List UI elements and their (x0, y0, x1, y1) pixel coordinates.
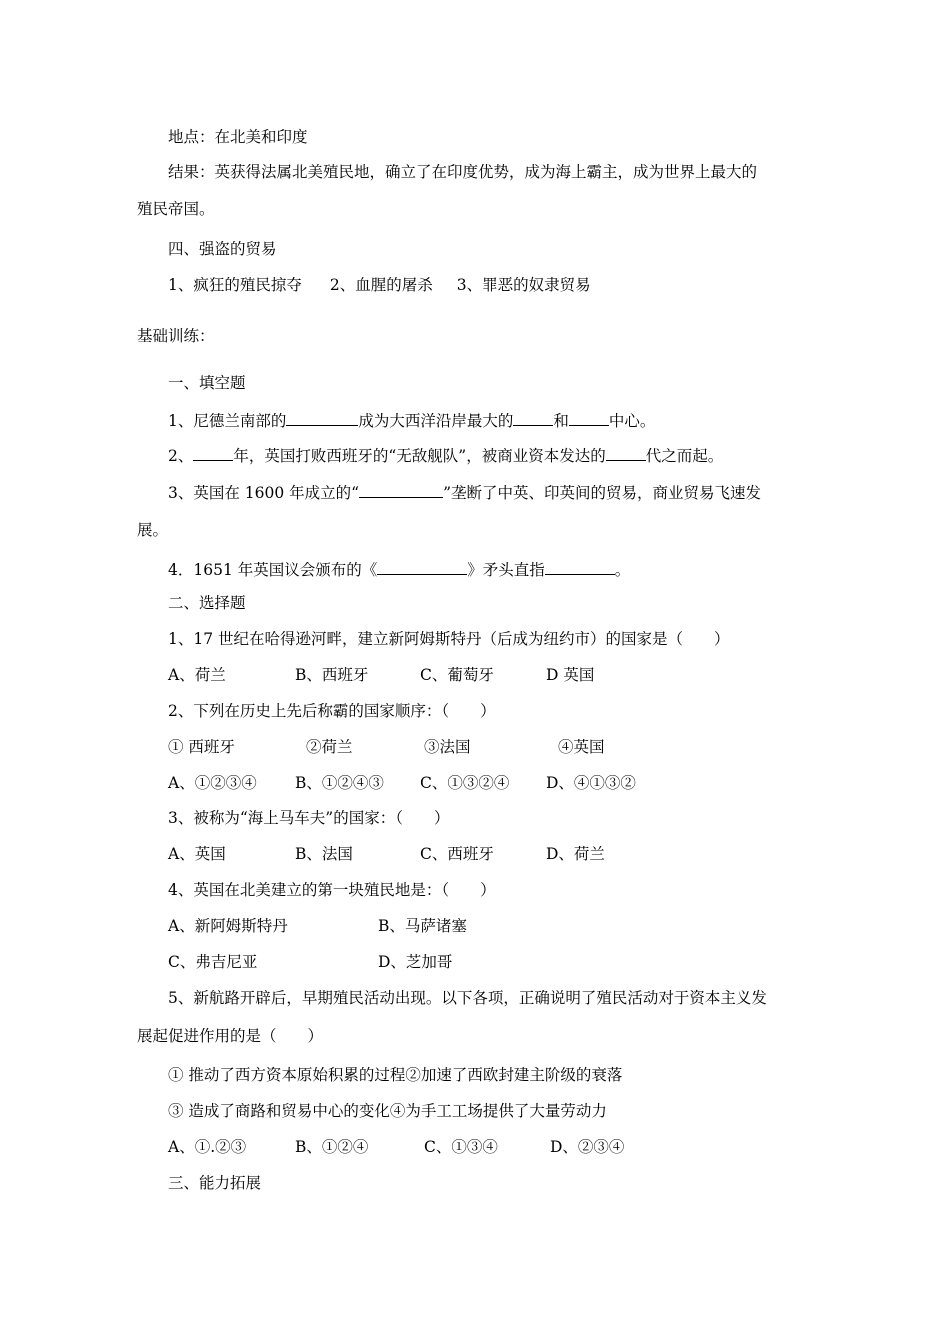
option-d: D、②③④ (550, 1138, 625, 1156)
choice-question-5: 5、新航路开辟后，早期殖民活动出现。以下各项，正确说明了殖民活动对于资本主义发 (168, 989, 767, 1007)
option-d: D、荷兰 (546, 845, 605, 863)
q1-text-a: 1、尼德兰南部的 (168, 412, 287, 430)
option-c: C、葡萄牙 (420, 666, 494, 684)
choice-question-4: 4、英国在北美建立的第一块殖民地是：（ ） (168, 881, 496, 899)
trade-item-3: 3、罪恶的奴隶贸易 (456, 276, 591, 294)
item-1: ① 西班牙 (168, 738, 235, 756)
option-a: A、新阿姆斯特丹 (168, 917, 288, 935)
q1-text-c: 和 (553, 412, 569, 430)
option-d: D 英国 (546, 666, 595, 684)
answer-blank (377, 557, 467, 575)
fill-blank-heading: 一、填空题 (168, 374, 246, 392)
q2-text-c: 代之而起。 (645, 447, 724, 465)
answer-blank (359, 480, 443, 498)
choice-item-line-2: ③ 造成了商路和贸易中心的变化④为手工工场提供了大量劳动力 (168, 1102, 607, 1120)
fill-question-2 (168, 443, 723, 467)
choice-question-3: 3、被称为“海上马车夫”的国家：（ ） (168, 809, 450, 827)
trade-item-2: 2、血腥的屠杀 (329, 276, 433, 294)
fill-question-1 (168, 408, 655, 432)
answer-blank (569, 408, 609, 426)
option-b: B、①②④③ (295, 774, 384, 792)
option-d: D、④①③② (546, 774, 636, 792)
q4-text-b: 》矛头直指 (467, 561, 545, 579)
option-c: C、①③②④ (420, 774, 510, 792)
option-a: A、英国 (168, 845, 226, 863)
choice-question-1: 1、17 世纪在哈得逊河畔，建立新阿姆斯特丹（后成为纽约市）的国家是（ ） (168, 630, 730, 648)
choice-question-5-continued: 展起促进作用的是（ ） (137, 1027, 324, 1045)
fill-question-3 (168, 480, 761, 504)
q3-text-a: 3、英国在 1600 年成立的“ (168, 484, 360, 502)
answer-blank (545, 557, 615, 575)
section-heading-ability: 三、能力拓展 (168, 1174, 262, 1192)
q1-text-b: 成为大西洋沿岸最大的 (358, 412, 514, 430)
choice-question-2: 2、下列在历史上先后称霸的国家顺序：（ ） (168, 702, 496, 720)
result-line-continued: 殖民帝国。 (137, 200, 215, 218)
choice-item-line-1: ① 推动了西方资本原始积累的过程②加速了西欧封建主阶级的衰落 (168, 1066, 623, 1084)
trade-items-line (168, 274, 591, 296)
section-heading-4: 四、强盗的贸易 (168, 240, 277, 258)
result-line: 结果：英获得法属北美殖民地，确立了在印度优势，成为海上霸主，成为世界上最大的 (168, 163, 758, 181)
q2-text-b: 年，英国打败西班牙的“无敌舰队”，被商业资本发达的 (233, 447, 606, 465)
answer-blank (193, 443, 233, 461)
trade-item-1: 1、疯狂的殖民掠夺 (168, 276, 302, 294)
answer-blank (513, 408, 553, 426)
option-b: B、马萨诸塞 (378, 917, 467, 935)
fill-question-4 (168, 557, 630, 581)
q4-text-a: 4．1651 年英国议会颁布的《 (168, 561, 378, 579)
option-a: A、①.②③ (168, 1138, 247, 1156)
option-b: B、法国 (295, 845, 353, 863)
q3-text-b: ”垄断了中英、印英间的贸易，商业贸易飞速发 (443, 484, 762, 502)
option-c: C、弗吉尼亚 (168, 953, 258, 971)
option-d: D、芝加哥 (378, 953, 453, 971)
choice-heading: 二、选择题 (168, 594, 246, 612)
location-line: 地点：在北美和印度 (168, 128, 308, 146)
option-a: A、①②③④ (168, 774, 257, 792)
basic-training-heading: 基础训练： (137, 327, 215, 345)
q2-text-a: 2、 (168, 447, 194, 465)
answer-blank (286, 408, 358, 426)
item-4: ④英国 (558, 738, 605, 756)
option-b: B、①②④ (295, 1138, 369, 1156)
q4-text-c: 。 (614, 561, 631, 579)
option-b: B、西班牙 (295, 666, 369, 684)
q1-text-d: 中心。 (608, 412, 656, 430)
fill-question-3-continued: 展。 (137, 521, 169, 539)
answer-blank (606, 443, 646, 461)
item-3: ③法国 (424, 738, 471, 756)
option-c: C、西班牙 (420, 845, 494, 863)
item-2: ②荷兰 (306, 738, 353, 756)
option-c: C、①③④ (424, 1138, 498, 1156)
option-a: A、荷兰 (168, 666, 226, 684)
